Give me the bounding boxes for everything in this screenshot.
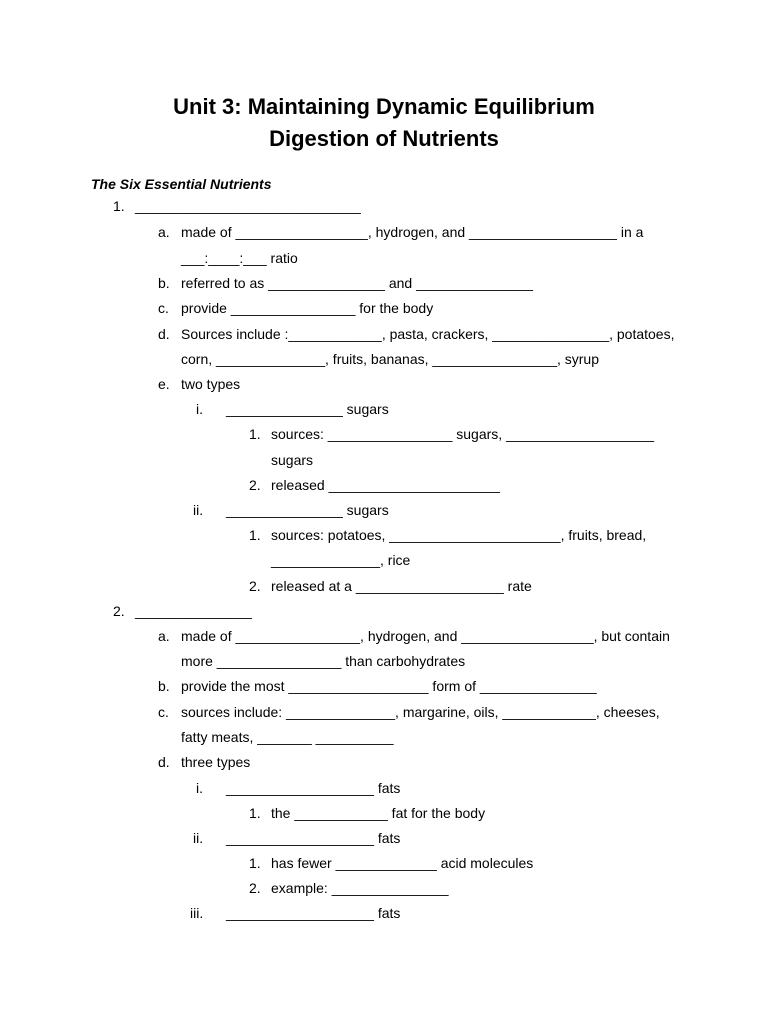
list-marker: a. (158, 224, 170, 240)
list-item-text: made of _________________, hydrogen, and ___________________ in a (181, 224, 644, 240)
list-marker: ii. (193, 830, 204, 846)
list-item-text: _______________ sugars (226, 401, 389, 417)
list-item-text: example: _______________ (271, 880, 449, 896)
list-item-text: has fewer _____________ acid molecules (271, 855, 534, 871)
list-marker: a. (158, 628, 170, 644)
list-item-text: ___________________ fats (226, 780, 401, 796)
list-item-text: sources: ________________ sugars, ___________________ (271, 426, 655, 442)
list-item-text: two types (181, 376, 241, 392)
list-marker: i. (196, 780, 203, 796)
list-item-text: Sources include :____________, pasta, crackers, _______________, potatoes, (181, 326, 675, 342)
list-marker: 1. (249, 527, 261, 543)
list-marker: 1. (249, 805, 261, 821)
page-title: Unit 3: Maintaining Dynamic Equilibrium (173, 94, 595, 119)
list-marker: 1. (249, 855, 261, 871)
list-marker: 2. (113, 603, 125, 619)
list-item-text: corn, ______________, fruits, bananas, ________________, syrup (181, 351, 600, 367)
list-item-text: ___________________ fats (226, 830, 401, 846)
list-item-text: made of ________________, hydrogen, and _________________, but contain (181, 628, 670, 644)
list-marker: 2. (249, 880, 261, 896)
list-item-text: ___:____:___ ratio (181, 250, 298, 266)
list-item-text: provide the most __________________ form of _______________ (181, 678, 597, 694)
list-item-text: ___________________ fats (226, 905, 401, 921)
list-item-text: sources include: ______________, margarine, oils, ____________, cheeses, (181, 704, 660, 720)
list-marker: d. (158, 754, 170, 770)
list-item-text: sources: potatoes, ______________________, fruits, bread, (271, 527, 647, 543)
list-item-text: provide ________________ for the body (181, 300, 434, 316)
list-marker: 1. (249, 426, 261, 442)
list-item-text: _______________ sugars (226, 502, 389, 518)
list-marker: i. (196, 401, 203, 417)
list-item-text: _______________ (135, 603, 252, 619)
list-item-text: released ______________________ (271, 477, 500, 493)
list-marker: 1. (113, 198, 125, 214)
list-item-text: the ____________ fat for the body (271, 805, 486, 821)
list-item-text: _____________________________ (135, 198, 361, 214)
list-marker: b. (158, 275, 170, 291)
list-item-text: ______________, rice (271, 552, 411, 568)
list-marker: c. (158, 300, 169, 316)
list-marker: 2. (249, 578, 261, 594)
list-marker: iii. (190, 905, 204, 921)
list-marker: b. (158, 678, 170, 694)
list-item-text: fatty meats, _______ __________ (181, 729, 394, 745)
list-marker: e. (158, 376, 170, 392)
list-item-text: three types (181, 754, 251, 770)
list-marker: d. (158, 326, 170, 342)
page-subtitle: Digestion of Nutrients (269, 126, 499, 151)
section-heading: The Six Essential Nutrients (91, 176, 272, 192)
list-item-text: sugars (271, 452, 314, 468)
list-marker: ii. (193, 502, 204, 518)
list-marker: 2. (249, 477, 261, 493)
list-item-text: released at a ___________________ rate (271, 578, 532, 594)
list-item-text: referred to as _______________ and _______________ (181, 275, 533, 291)
list-item-text: more ________________ than carbohydrates (181, 653, 466, 669)
list-marker: c. (158, 704, 169, 720)
